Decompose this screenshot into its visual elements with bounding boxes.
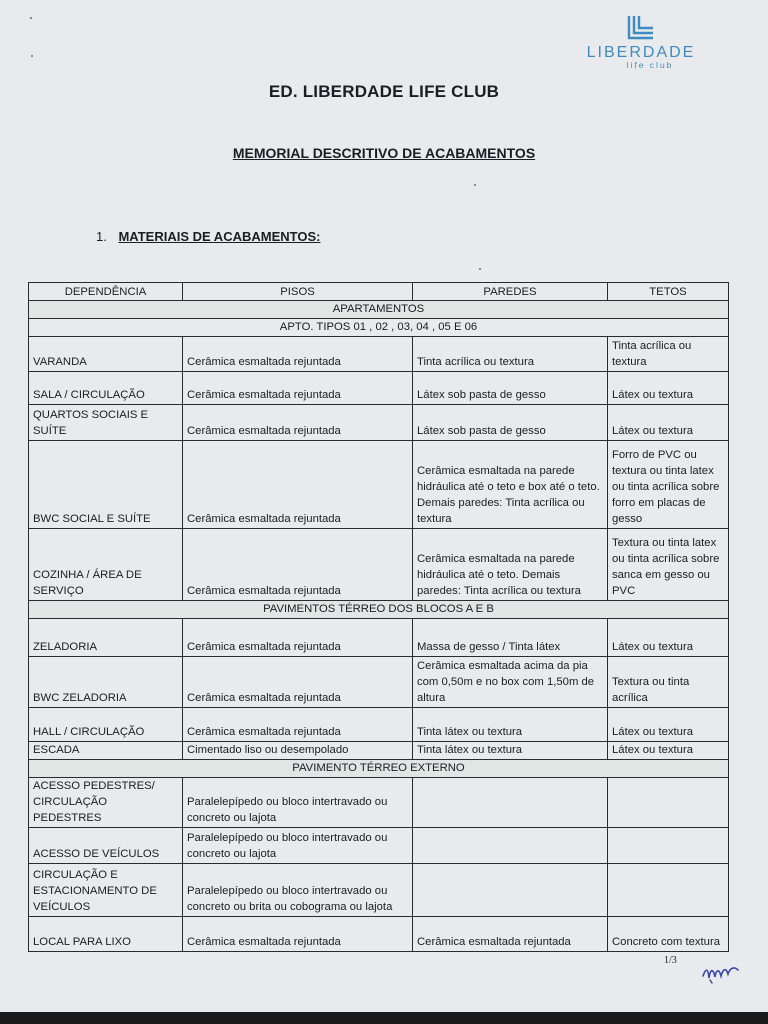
cell-pisos: Paralelepípedo ou bloco intertravado ou concreto ou lajota [183,828,413,864]
cell-paredes: Cerâmica esmaltada rejuntada [413,917,608,952]
cell-pisos: Cerâmica esmaltada rejuntada [183,657,413,708]
cell-dependencia: CIRCULAÇÃO E ESTACIONAMENTO DE VEÍCULOS [29,864,183,917]
cell-dependencia: QUARTOS SOCIAIS E SUÍTE [29,405,183,441]
cell-tetos: Látex ou textura [608,619,729,657]
cell-pisos: Cerâmica esmaltada rejuntada [183,619,413,657]
table-row [29,708,729,742]
cell-tetos: Látex ou textura [608,372,729,405]
cell-paredes: Látex sob pasta de gesso [413,405,608,441]
cell-pisos: Cerâmica esmaltada rejuntada [183,441,413,529]
band-apto-tipos: APTO. TIPOS 01 , 02 , 03, 04 , 05 E 06 [29,319,729,337]
table-header-row [29,283,729,301]
table-row [29,742,729,760]
cell-dependencia: SALA / CIRCULAÇÃO [29,372,183,405]
cell-tetos: Textura ou tinta acrílica [608,657,729,708]
cell-tetos: Textura ou tinta latex ou tinta acrílica sobre sanca em gesso ou PVC [608,529,729,601]
cell-pisos: Cimentado liso ou desempolado [183,742,413,760]
liberdade-logo [586,14,696,76]
table-row [29,657,729,708]
cell-dependencia: ESCADA [29,742,183,760]
table-row [29,828,729,864]
cell-tetos [608,828,729,864]
header-dependencia: DEPENDÊNCIA [29,283,183,301]
table-row [29,337,729,372]
cell-tetos [608,864,729,917]
cell-dependencia: COZINHA / ÁREA DE SERVIÇO [29,529,183,601]
cell-dependencia: ZELADORIA [29,619,183,657]
scan-speck [479,268,481,270]
cell-paredes [413,828,608,864]
scan-speck [31,55,33,57]
finishes-table [28,282,729,952]
cell-paredes: Cerâmica esmaltada na parede hidráulica até o teto e box até o teto. Demais paredes: Tinta acrílica ou textura [413,441,608,529]
cell-pisos: Cerâmica esmaltada rejuntada [183,708,413,742]
cell-pisos: Cerâmica esmaltada rejuntada [183,529,413,601]
table-row [29,864,729,917]
table-row [29,529,729,601]
document-subtitle: MEMORIAL DESCRITIVO DE ACABAMENTOS [232,145,536,161]
cell-dependencia: ACESSO DE VEÍCULOS [29,828,183,864]
cell-pisos: Cerâmica esmaltada rejuntada [183,372,413,405]
cell-paredes [413,778,608,828]
table-row [29,619,729,657]
cell-dependencia: BWC SOCIAL E SUÍTE [29,441,183,529]
logo-name: LIBERDADE [586,44,696,61]
scan-speck [30,17,32,19]
cell-tetos: Látex ou textura [608,742,729,760]
cell-tetos: Látex ou textura [608,708,729,742]
cell-pisos: Paralelepípedo ou bloco intertravado ou concreto ou lajota [183,778,413,828]
cell-paredes: Tinta látex ou textura [413,742,608,760]
band-pavimento-externo: PAVIMENTO TÉRREO EXTERNO [29,760,729,778]
cell-pisos: Cerâmica esmaltada rejuntada [183,917,413,952]
page-number: 1/3 [664,955,677,966]
cell-paredes: Cerâmica esmaltada acima da pia com 0,50m e no box com 1,50m de altura [413,657,608,708]
cell-paredes: Látex sob pasta de gesso [413,372,608,405]
header-tetos: TETOS [608,283,729,301]
cell-tetos: Tinta acrílica ou textura [608,337,729,372]
section-label: MATERIAIS DE ACABAMENTOS: [118,229,321,244]
section-heading [96,229,320,244]
cell-dependencia: ACESSO PEDESTRES/ CIRCULAÇÃO PEDESTRES [29,778,183,828]
cell-pisos: Cerâmica esmaltada rejuntada [183,405,413,441]
scan-speck [474,184,476,186]
table-row [29,917,729,952]
cell-paredes: Massa de gesso / Tinta látex [413,619,608,657]
band-pavimentos-terreo: PAVIMENTOS TÉRREO DOS BLOCOS A E B [29,601,729,619]
header-pisos: PISOS [183,283,413,301]
cell-dependencia: BWC ZELADORIA [29,657,183,708]
table-row [29,405,729,441]
cell-tetos [608,778,729,828]
cell-paredes: Cerâmica esmaltada na parede hidráulica até o teto. Demais paredes: Tinta acrílica ou textura [413,529,608,601]
table-row [29,778,729,828]
header-paredes: PAREDES [413,283,608,301]
cell-dependencia: HALL / CIRCULAÇÃO [29,708,183,742]
logo-tagline: life club [626,60,674,70]
cell-tetos: Forro de PVC ou textura ou tinta latex ou tinta acrílica sobre forro em placas de gesso [608,441,729,529]
table-row [29,441,729,529]
cell-paredes: Tinta látex ou textura [413,708,608,742]
cell-pisos: Paralelepípedo ou bloco intertravado ou concreto ou brita ou cobograma ou lajota [183,864,413,917]
table-row [29,372,729,405]
cell-pisos: Cerâmica esmaltada rejuntada [183,337,413,372]
cell-dependencia: LOCAL PARA LIXO [29,917,183,952]
cell-dependencia: VARANDA [29,337,183,372]
liberdade-logo-mark [625,14,657,42]
document-title: ED. LIBERDADE LIFE CLUB [268,82,500,101]
cell-paredes [413,864,608,917]
band-apartamentos: APARTAMENTOS [29,301,729,319]
cell-paredes: Tinta acrílica ou textura [413,337,608,372]
cell-tetos: Látex ou textura [608,405,729,441]
section-number: 1. [96,229,107,244]
handwritten-initials [700,958,744,986]
cell-tetos: Concreto com textura [608,917,729,952]
